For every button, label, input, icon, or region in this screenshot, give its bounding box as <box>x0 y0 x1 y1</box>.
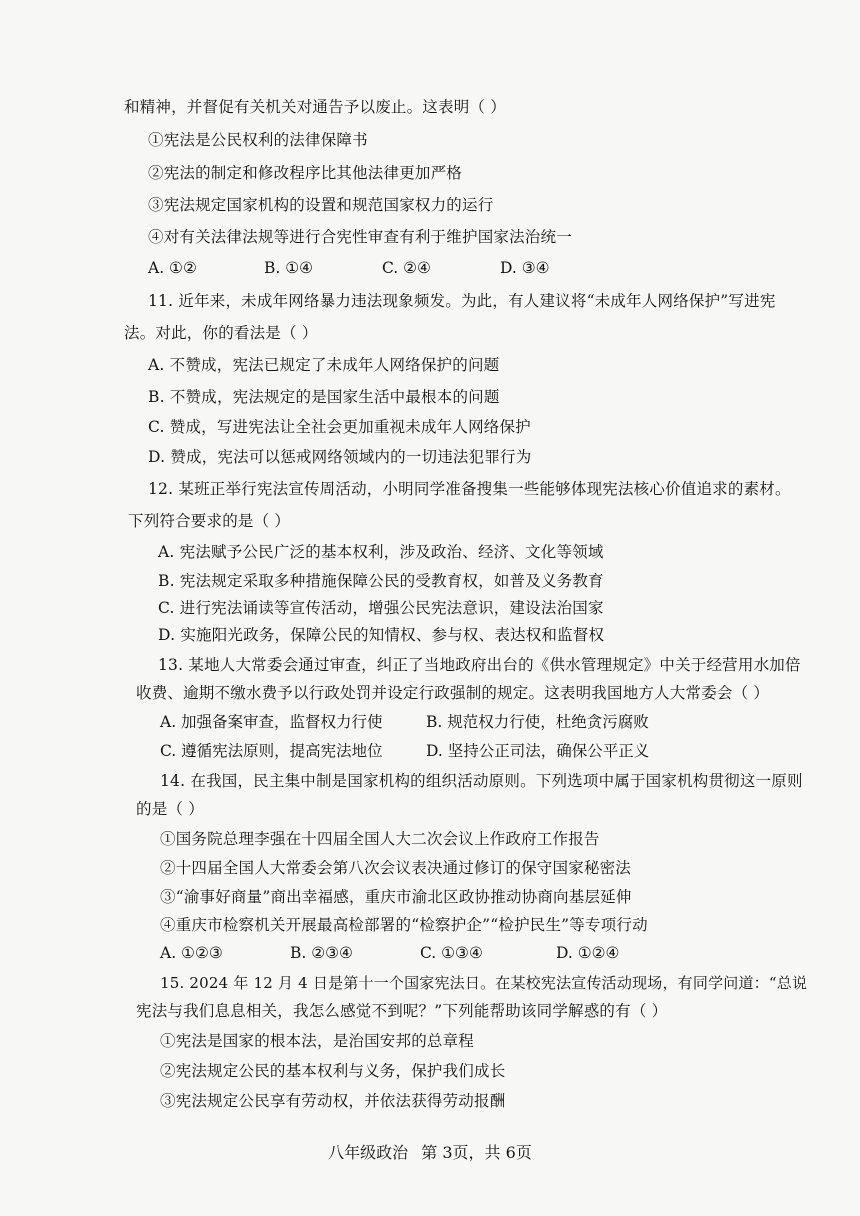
q14-option-d: D. ①②④ <box>556 944 620 962</box>
q15-statement-2: ②宪法规定公民的基本权利与义务，保护我们成长 <box>160 1062 506 1080</box>
q12-option-b: B. 宪法规定采取多种措施保障公民的受教育权，如普及义务教育 <box>158 572 604 590</box>
page-footer <box>0 1142 860 1164</box>
q12-option-c: C. 进行宪法诵读等宣传活动，增强公民宪法意识，建设法治国家 <box>158 599 604 617</box>
q12-stem: 12. 某班正举行宪法宣传周活动，小明同学准备搜集一些能够体现宪法核心价值追求的素材。 <box>148 480 791 498</box>
q10-statement-2: ②宪法的制定和修改程序比其他法律更加严格 <box>148 164 463 182</box>
q11-stem-cont: 法。对此，你的看法是（ ） <box>124 324 318 342</box>
q15-stem-cont: 宪法与我们息息相关，我怎么感觉不到呢？”下列能帮助该同学解惑的有（ ） <box>136 1002 668 1020</box>
q11-option-b: B. 不赞成，宪法规定的是国家生活中最根本的问题 <box>148 388 500 406</box>
q14-option-b: B. ②③④ <box>290 944 353 962</box>
q14-option-a: A. ①②③ <box>160 944 223 962</box>
q10-option-b: B. ①④ <box>264 259 314 277</box>
q11-stem: 11. 近年来，未成年网络暴力违法现象频发。为此，有人建议将“未成年人网络保护”写进宪 <box>148 292 776 310</box>
q14-statement-4: ④重庆市检察机关开展最高检部署的“检察护企”“检护民生”等专项行动 <box>160 916 648 934</box>
q14-statement-3: ③“渝事好商量”商出幸福感，重庆市渝北区政协推动协商向基层延伸 <box>160 888 632 906</box>
q11-option-c: C. 赞成，写进宪法让全社会更加重视未成年人网络保护 <box>148 418 531 436</box>
footer-subject: 八年级政治 <box>328 1143 409 1162</box>
footer-page-number: 第 3页，共 6页 <box>421 1143 532 1162</box>
q10-option-a: A. ①② <box>148 259 197 277</box>
q13-option-c: C. 遵循宪法原则，提高宪法地位 <box>160 742 383 760</box>
q10-option-c: C. ②④ <box>382 259 431 277</box>
q14-option-c: C. ①③④ <box>420 944 483 962</box>
q10-option-d: D. ③④ <box>500 259 550 277</box>
q11-option-d: D. 赞成，宪法可以惩戒网络领域内的一切违法犯罪行为 <box>148 448 532 466</box>
q10-stem-tail: 和精神，并督促有关机关对通告予以废止。这表明（ ） <box>124 98 506 116</box>
q13-option-d: D. 坚持公正司法，确保公平正义 <box>426 742 650 760</box>
q13-option-a: A. 加强备案审查，监督权力行使 <box>160 713 383 731</box>
q14-stem: 14. 在我国，民主集中制是国家机构的组织活动原则。下列选项中属于国家机构贯彻这一原则 <box>160 772 803 790</box>
q13-option-b: B. 规范权力行使，杜绝贪污腐败 <box>426 713 649 731</box>
q15-statement-3: ③宪法规定公民享有劳动权，并依法获得劳动报酬 <box>160 1092 506 1110</box>
q14-stem-cont: 的是（ ） <box>136 800 204 818</box>
q13-stem: 13. 某地人大常委会通过审查，纠正了当地政府出台的《供水管理规定》中关于经营用水加倍 <box>158 656 801 674</box>
q10-statement-4: ④对有关法律法规等进行合宪性审查有利于维护国家法治统一 <box>148 228 572 246</box>
q14-statement-1: ①国务院总理李强在十四届全国人大二次会议上作政府工作报告 <box>160 830 600 848</box>
q15-stem: 15. 2024 年 12 月 4 日是第十一个国家宪法日。在某校宪法宣传活动现场，有同学问道：“总说 <box>160 974 808 992</box>
q13-stem-cont: 收费、逾期不缴水费予以行政处罚并设定行政强制的规定。这表明我国地方人大常委会（ ） <box>136 684 770 702</box>
q10-statement-1: ①宪法是公民权利的法律保障书 <box>148 131 368 149</box>
q12-stem-cont: 下列符合要求的是（ ） <box>128 512 291 530</box>
q14-statement-2: ②十四届全国人大常委会第八次会议表决通过修订的保守国家秘密法 <box>160 859 632 877</box>
q12-option-d: D. 实施阳光政务，保障公民的知情权、参与权、表达权和监督权 <box>158 626 605 644</box>
q11-option-a: A. 不赞成，宪法已规定了未成年人网络保护的问题 <box>148 356 500 374</box>
q12-option-a: A. 宪法赋予公民广泛的基本权利，涉及政治、经济、文化等领域 <box>158 543 604 561</box>
q15-statement-1: ①宪法是国家的根本法，是治国安邦的总章程 <box>160 1032 475 1050</box>
q10-statement-3: ③宪法规定国家机构的设置和规范国家权力的运行 <box>148 196 494 214</box>
